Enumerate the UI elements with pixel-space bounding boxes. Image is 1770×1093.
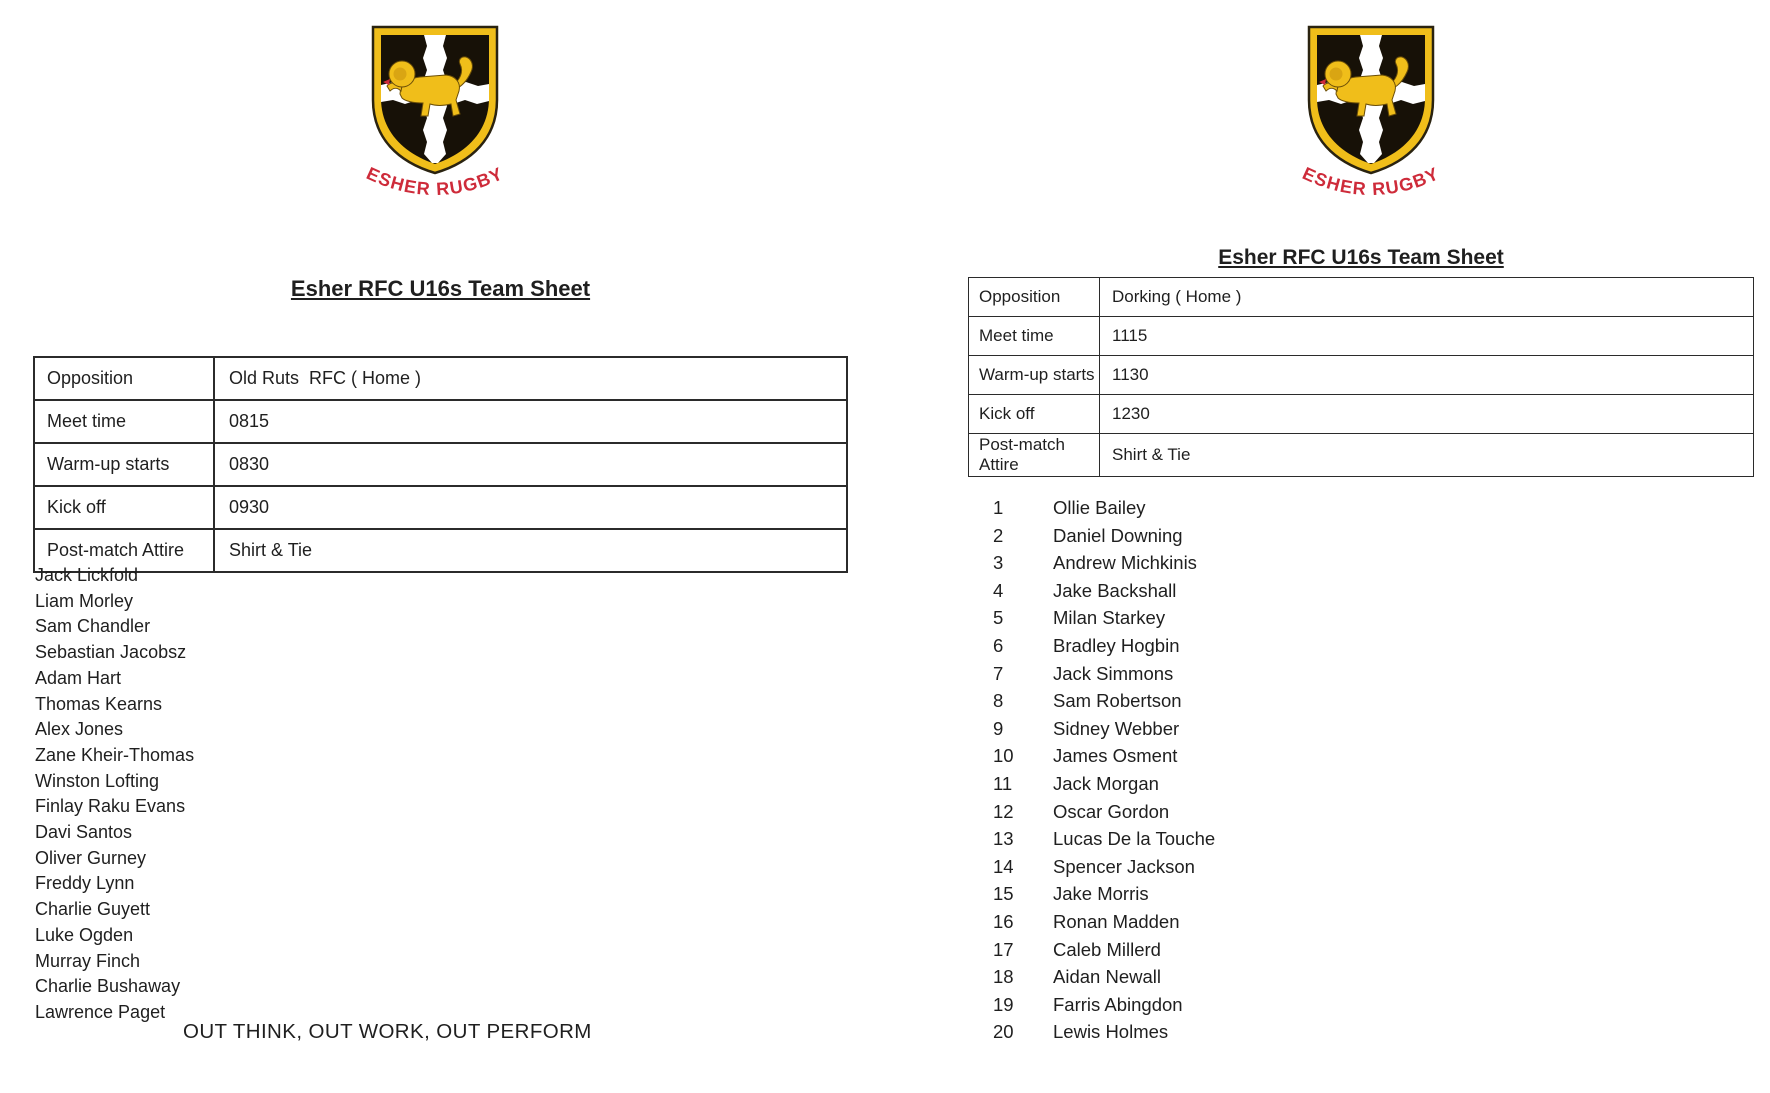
- player-number: 20: [993, 1021, 1014, 1043]
- player-name: Sam Robertson: [1053, 690, 1182, 712]
- player-number: 18: [993, 966, 1014, 988]
- detail-label: Opposition: [34, 357, 214, 400]
- player-row: [993, 936, 1215, 964]
- detail-value: Shirt & Tie: [214, 529, 847, 572]
- player-row: [993, 494, 1215, 522]
- player-number: 15: [993, 883, 1014, 905]
- player-name: Freddy Lynn: [35, 873, 135, 894]
- detail-value: Old Ruts RFC ( Home ): [214, 357, 847, 400]
- player-number: 1: [993, 497, 1004, 518]
- player-row: [993, 660, 1215, 688]
- page-title: Esher RFC U16s Team Sheet: [1218, 246, 1504, 269]
- player-number: 12: [993, 800, 1014, 822]
- match-details-table: [968, 277, 1754, 477]
- player-number: 10: [993, 745, 1014, 767]
- detail-value: 1230: [1100, 395, 1754, 434]
- player-name: Charlie Guyett: [35, 899, 151, 920]
- detail-value: Shirt & Tie: [1100, 434, 1754, 477]
- player-row: [993, 715, 1215, 743]
- player-name: Farris Abingdon: [1053, 993, 1183, 1015]
- player-number: 13: [993, 828, 1014, 850]
- player-number: 4: [993, 579, 1004, 601]
- player-name: Murray Finch: [35, 950, 141, 971]
- player-row: [993, 632, 1215, 660]
- detail-value: 1130: [1100, 356, 1754, 395]
- player-name: Milan Starkey: [1053, 607, 1166, 629]
- player-row: [993, 770, 1215, 798]
- player-name: Sam Chandler: [35, 616, 151, 637]
- player-row: [993, 825, 1215, 853]
- player-number: 7: [993, 662, 1004, 684]
- detail-label: Post-match Attire: [34, 529, 214, 572]
- player-number: 19: [993, 993, 1014, 1015]
- player-name: Spencer Jackson: [1053, 855, 1195, 877]
- player-number: 14: [993, 855, 1014, 877]
- shield-icon: [1309, 27, 1433, 173]
- detail-value: Dorking ( Home ): [1100, 278, 1754, 317]
- detail-value: 1115: [1100, 317, 1754, 356]
- table-row: [969, 278, 1754, 317]
- table-row: [969, 434, 1754, 477]
- player-number: 2: [993, 524, 1004, 546]
- player-name: Lewis Holmes: [1053, 1021, 1169, 1043]
- player-name: Jack Simmons: [1053, 662, 1174, 684]
- player-number: 6: [993, 634, 1004, 656]
- player-name: Aidan Newall: [1053, 966, 1161, 988]
- player-name: Jack Lickfold: [35, 565, 139, 585]
- player-row: [993, 549, 1215, 577]
- player-number: 16: [993, 910, 1014, 932]
- player-number: 5: [993, 607, 1004, 629]
- player-row: [993, 853, 1215, 881]
- player-name: Winston Lofting: [35, 770, 160, 791]
- player-row: [993, 798, 1215, 826]
- player-name: Thomas Kearns: [35, 693, 163, 714]
- player-number: 17: [993, 938, 1014, 960]
- player-name: Caleb Millerd: [1053, 938, 1161, 960]
- detail-label: Meet time: [34, 400, 214, 443]
- player-name: Lucas De la Touche: [1053, 828, 1216, 850]
- detail-value: 0830: [214, 443, 847, 486]
- detail-label: Kick off: [969, 395, 1100, 434]
- player-row: [993, 604, 1215, 632]
- player-name: James Osment: [1053, 745, 1178, 767]
- player-name: Zane Kheir-Thomas: [35, 744, 195, 765]
- player-name: Charlie Bushaway: [35, 976, 181, 997]
- player-row: [993, 577, 1215, 605]
- detail-label: Meet time: [969, 317, 1100, 356]
- player-row: [993, 963, 1215, 991]
- player-name: Finlay Raku Evans: [35, 796, 186, 817]
- crest-label: ESHER RUGBY: [1299, 163, 1443, 200]
- player-row: [993, 991, 1215, 1019]
- table-row: [34, 443, 847, 486]
- player-name: Sidney Webber: [1053, 717, 1180, 739]
- player-row: [993, 908, 1215, 936]
- table-row: [969, 317, 1754, 356]
- page-title: Esher RFC U16s Team Sheet: [290, 276, 591, 301]
- detail-value: 0815: [214, 400, 847, 443]
- player-row: [993, 522, 1215, 550]
- player-name: Alex Jones: [35, 719, 124, 740]
- team-motto: OUT THINK, OUT WORK, OUT PERFORM: [183, 1020, 592, 1043]
- player-name: Oscar Gordon: [1053, 800, 1170, 822]
- detail-value: 0930: [214, 486, 847, 529]
- shield-icon: [373, 27, 497, 173]
- player-number: 9: [993, 717, 1004, 739]
- player-list: [35, 563, 194, 1026]
- player-name: Jack Morgan: [1053, 772, 1159, 794]
- player-name: Sebastian Jacobsz: [35, 642, 187, 663]
- player-name: Jake Backshall: [1053, 579, 1177, 601]
- numbered-player-list: [993, 494, 1215, 1046]
- esher-rugby-crest: [1286, 24, 1456, 210]
- detail-label: Kick off: [34, 486, 214, 529]
- player-name: Luke Ogden: [35, 924, 134, 945]
- crest-label: ESHER RUGBY: [363, 163, 507, 200]
- table-row: [969, 356, 1754, 395]
- player-name: Adam Hart: [35, 667, 122, 688]
- player-name: Daniel Downing: [1053, 524, 1183, 546]
- table-row: [34, 400, 847, 443]
- detail-label: Post-match Attire: [969, 434, 1100, 477]
- player-row: [993, 687, 1215, 715]
- player-name: Andrew Michkinis: [1053, 552, 1197, 574]
- player-name: Oliver Gurney: [35, 847, 147, 868]
- player-name: Davi Santos: [35, 822, 133, 843]
- match-details-table: [33, 356, 848, 573]
- detail-label: Opposition: [969, 278, 1100, 317]
- player-name: Ronan Madden: [1053, 910, 1180, 932]
- table-row: [34, 486, 847, 529]
- detail-label: Warm-up starts: [34, 443, 214, 486]
- player-number: 11: [993, 772, 1013, 794]
- player-row: [993, 880, 1215, 908]
- player-name: Ollie Bailey: [1053, 497, 1146, 518]
- player-row: [993, 1018, 1215, 1046]
- table-row: [34, 357, 847, 400]
- detail-label: Warm-up starts: [969, 356, 1100, 395]
- table-row: [969, 395, 1754, 434]
- player-row: [993, 742, 1215, 770]
- player-number: 3: [993, 552, 1004, 574]
- player-name: Jake Morris: [1053, 883, 1149, 905]
- esher-rugby-crest: [350, 24, 520, 210]
- player-name: Lawrence Paget: [35, 1001, 166, 1022]
- player-number: 8: [993, 690, 1004, 712]
- player-name: Bradley Hogbin: [1053, 634, 1180, 656]
- player-name: Liam Morley: [35, 590, 134, 611]
